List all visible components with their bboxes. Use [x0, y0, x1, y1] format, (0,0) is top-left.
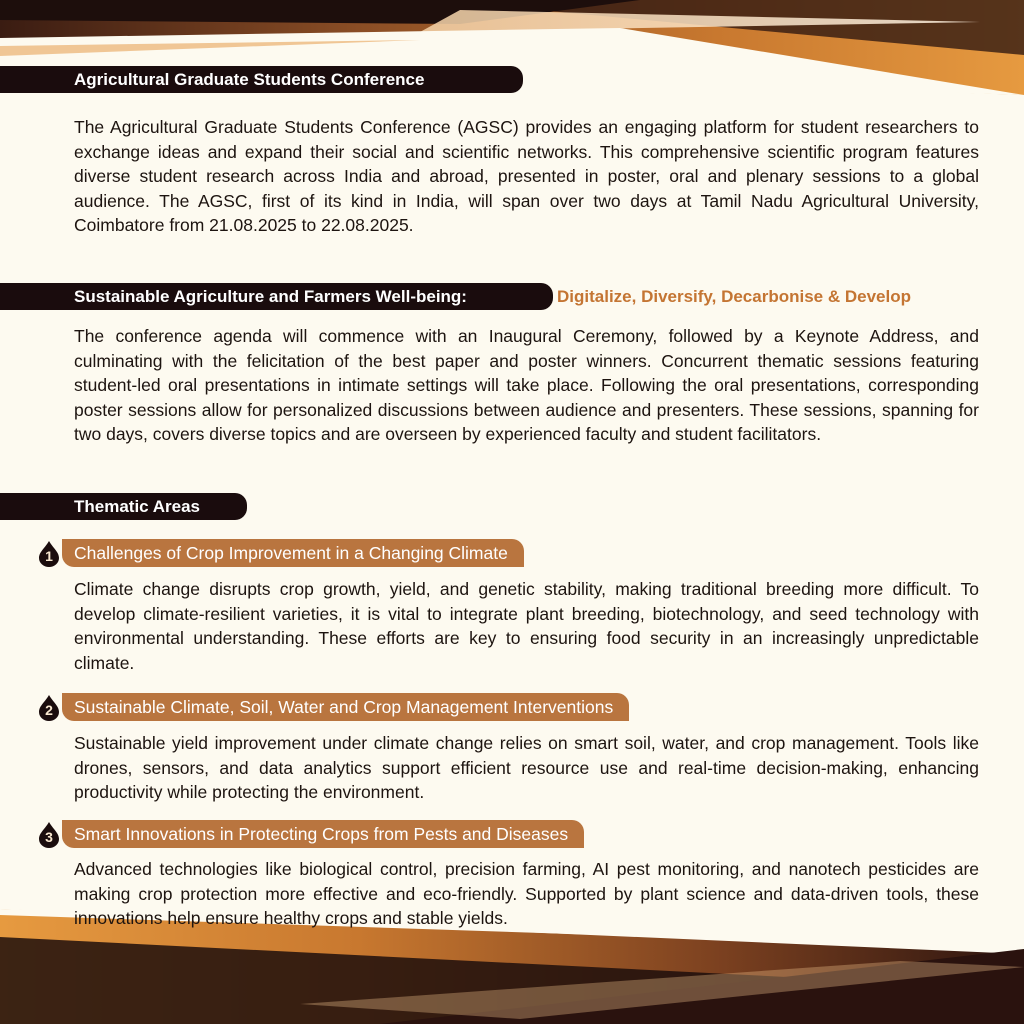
conference-title-heading: Agricultural Graduate Students Conference — [0, 66, 523, 93]
thematic-area-2-title: Sustainable Climate, Soil, Water and Crop Management Interventions — [62, 693, 629, 721]
thematic-area-3-number: 3 — [45, 829, 53, 845]
conference-theme-heading: Sustainable Agriculture and Farmers Well-being: — [0, 283, 553, 310]
thematic-area-1-title: Challenges of Crop Improvement in a Changing Climate — [62, 539, 524, 567]
conference-description: The Agricultural Graduate Students Conference (AGSC) provides an engaging platform for student researchers to exchange ideas and expand their social and scientific networks. This comprehensive scientific program features diverse student research across India and abroad, presented in poster, oral and plenary sessions to a global audience. The AGSC, first of its kind in India, will span over two days at Tamil Nadu Agricultural University, Coimbatore from 21.08.2025 to 22.08.2025. — [74, 117, 979, 235]
thematic-area-2-description: Sustainable yield improvement under climate change relies on smart soil, water, and crop management. Tools like drones, sensors, and data analytics support efficient resource use and real-time decision-making, enhancing productivity while protecting the environment. — [74, 733, 979, 802]
conference-theme-subheading: Digitalize, Diversify, Decarbonise & Develop — [557, 287, 911, 306]
thematic-areas-heading: Thematic Areas — [0, 493, 247, 520]
thematic-area-1-description: Climate change disrupts crop growth, yield, and genetic stability, making traditional breeding more difficult. To develop climate-resilient varieties, it is vital to integrate plant breeding, biotechnology, and seed technology with environmental understanding. These efforts are key to ensuring food security in an increasingly unpredictable climate. — [74, 579, 979, 673]
thematic-area-3-description: Advanced technologies like biological control, precision farming, AI pest monitoring, and nanotech pesticides are making crop protection more effective and eco-friendly. Supported by plant science and data-driven tools, these innovations help ensure healthy crops and stable yields. — [74, 859, 979, 928]
thematic-area-3-title: Smart Innovations in Protecting Crops from Pests and Diseases — [62, 820, 584, 848]
thematic-area-1-number: 1 — [45, 548, 53, 564]
thematic-area-2-number: 2 — [45, 702, 53, 718]
conference-agenda-description: The conference agenda will commence with an Inaugural Ceremony, followed by a Keynote Address, and culminating with the felicitation of the best paper and poster winners. Concurrent thematic sessions featuring student-led oral presentations in intimate settings will take place. Following the oral presentations, corresponding poster sessions allow for personalized discussions between audience and presenters. These sessions, spanning for two days, covers diverse topics and are overseen by experienced faculty and student facilitators. — [74, 326, 979, 444]
